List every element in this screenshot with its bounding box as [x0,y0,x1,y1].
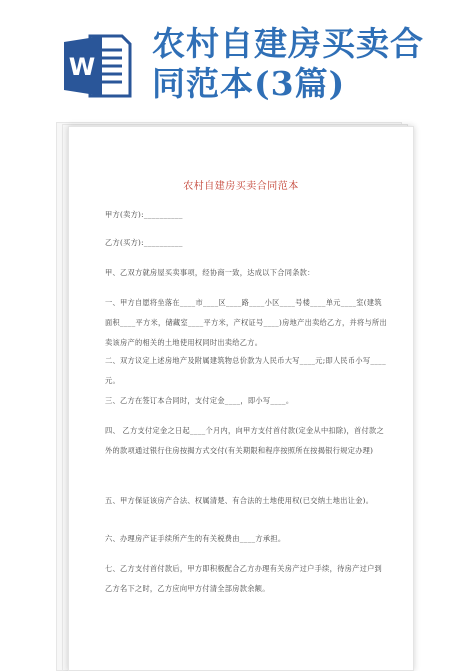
word-document-icon [62,30,134,102]
document-title: 农村自建房买卖合同范本 [183,181,299,192]
clause-3: 三、乙方在签订本合同时，支付定金____，即小写____。 [105,396,294,405]
party-b-line: 乙方(买方):__________ [105,238,183,247]
page-title-line-2: 同范本(3篇) [152,64,346,103]
intro-paragraph: 甲、乙双方就房屋买卖事项，经协商一致，达成以下合同条款： [105,268,315,277]
document-page [68,126,414,671]
clause-6: 六、办理房产证手续所产生的有关税费由____方承担。 [105,534,286,543]
page-title-line-1: 农村自建房买卖合 [152,24,424,63]
clause-1: 一、甲方自愿将坐落在____市____区____路____小区____号楼____单元____室(建筑面积____平方米，储藏室____平方米，产权证号____)房地产出卖给乙方，并将与所出卖该房产的相关的土地使用权同时出卖给乙方。 [105,298,387,347]
clause-2: 二、双方议定上述房地产及附属建筑物总价款为人民币大写____元;即人民币小写____元。 [105,356,386,385]
page-title [152,24,467,104]
document-preview [56,112,418,669]
header [0,0,474,110]
party-a-line: 甲方(卖方):__________ [105,210,183,219]
word-icon-letter: W [68,53,96,81]
clause-7: 七、乙方支付首付款后，甲方即积极配合乙方办理有关房产过户手续，待房产过户到乙方名下之时，乙方应向甲方付清全部房款余额。 [105,564,383,593]
clause-5: 五、甲方保证该房产合法、权属清楚、有合法的土地使用权(已交纳土地出让金)。 [105,496,374,505]
clause-4: 四、 乙方支付定金之日起____个月内，向甲方支付首付款(定金从中扣除)，首付款之外的款项通过银行住房按揭方式交付(有关期限和程序按照所在按揭银行规定办理) [105,426,384,455]
